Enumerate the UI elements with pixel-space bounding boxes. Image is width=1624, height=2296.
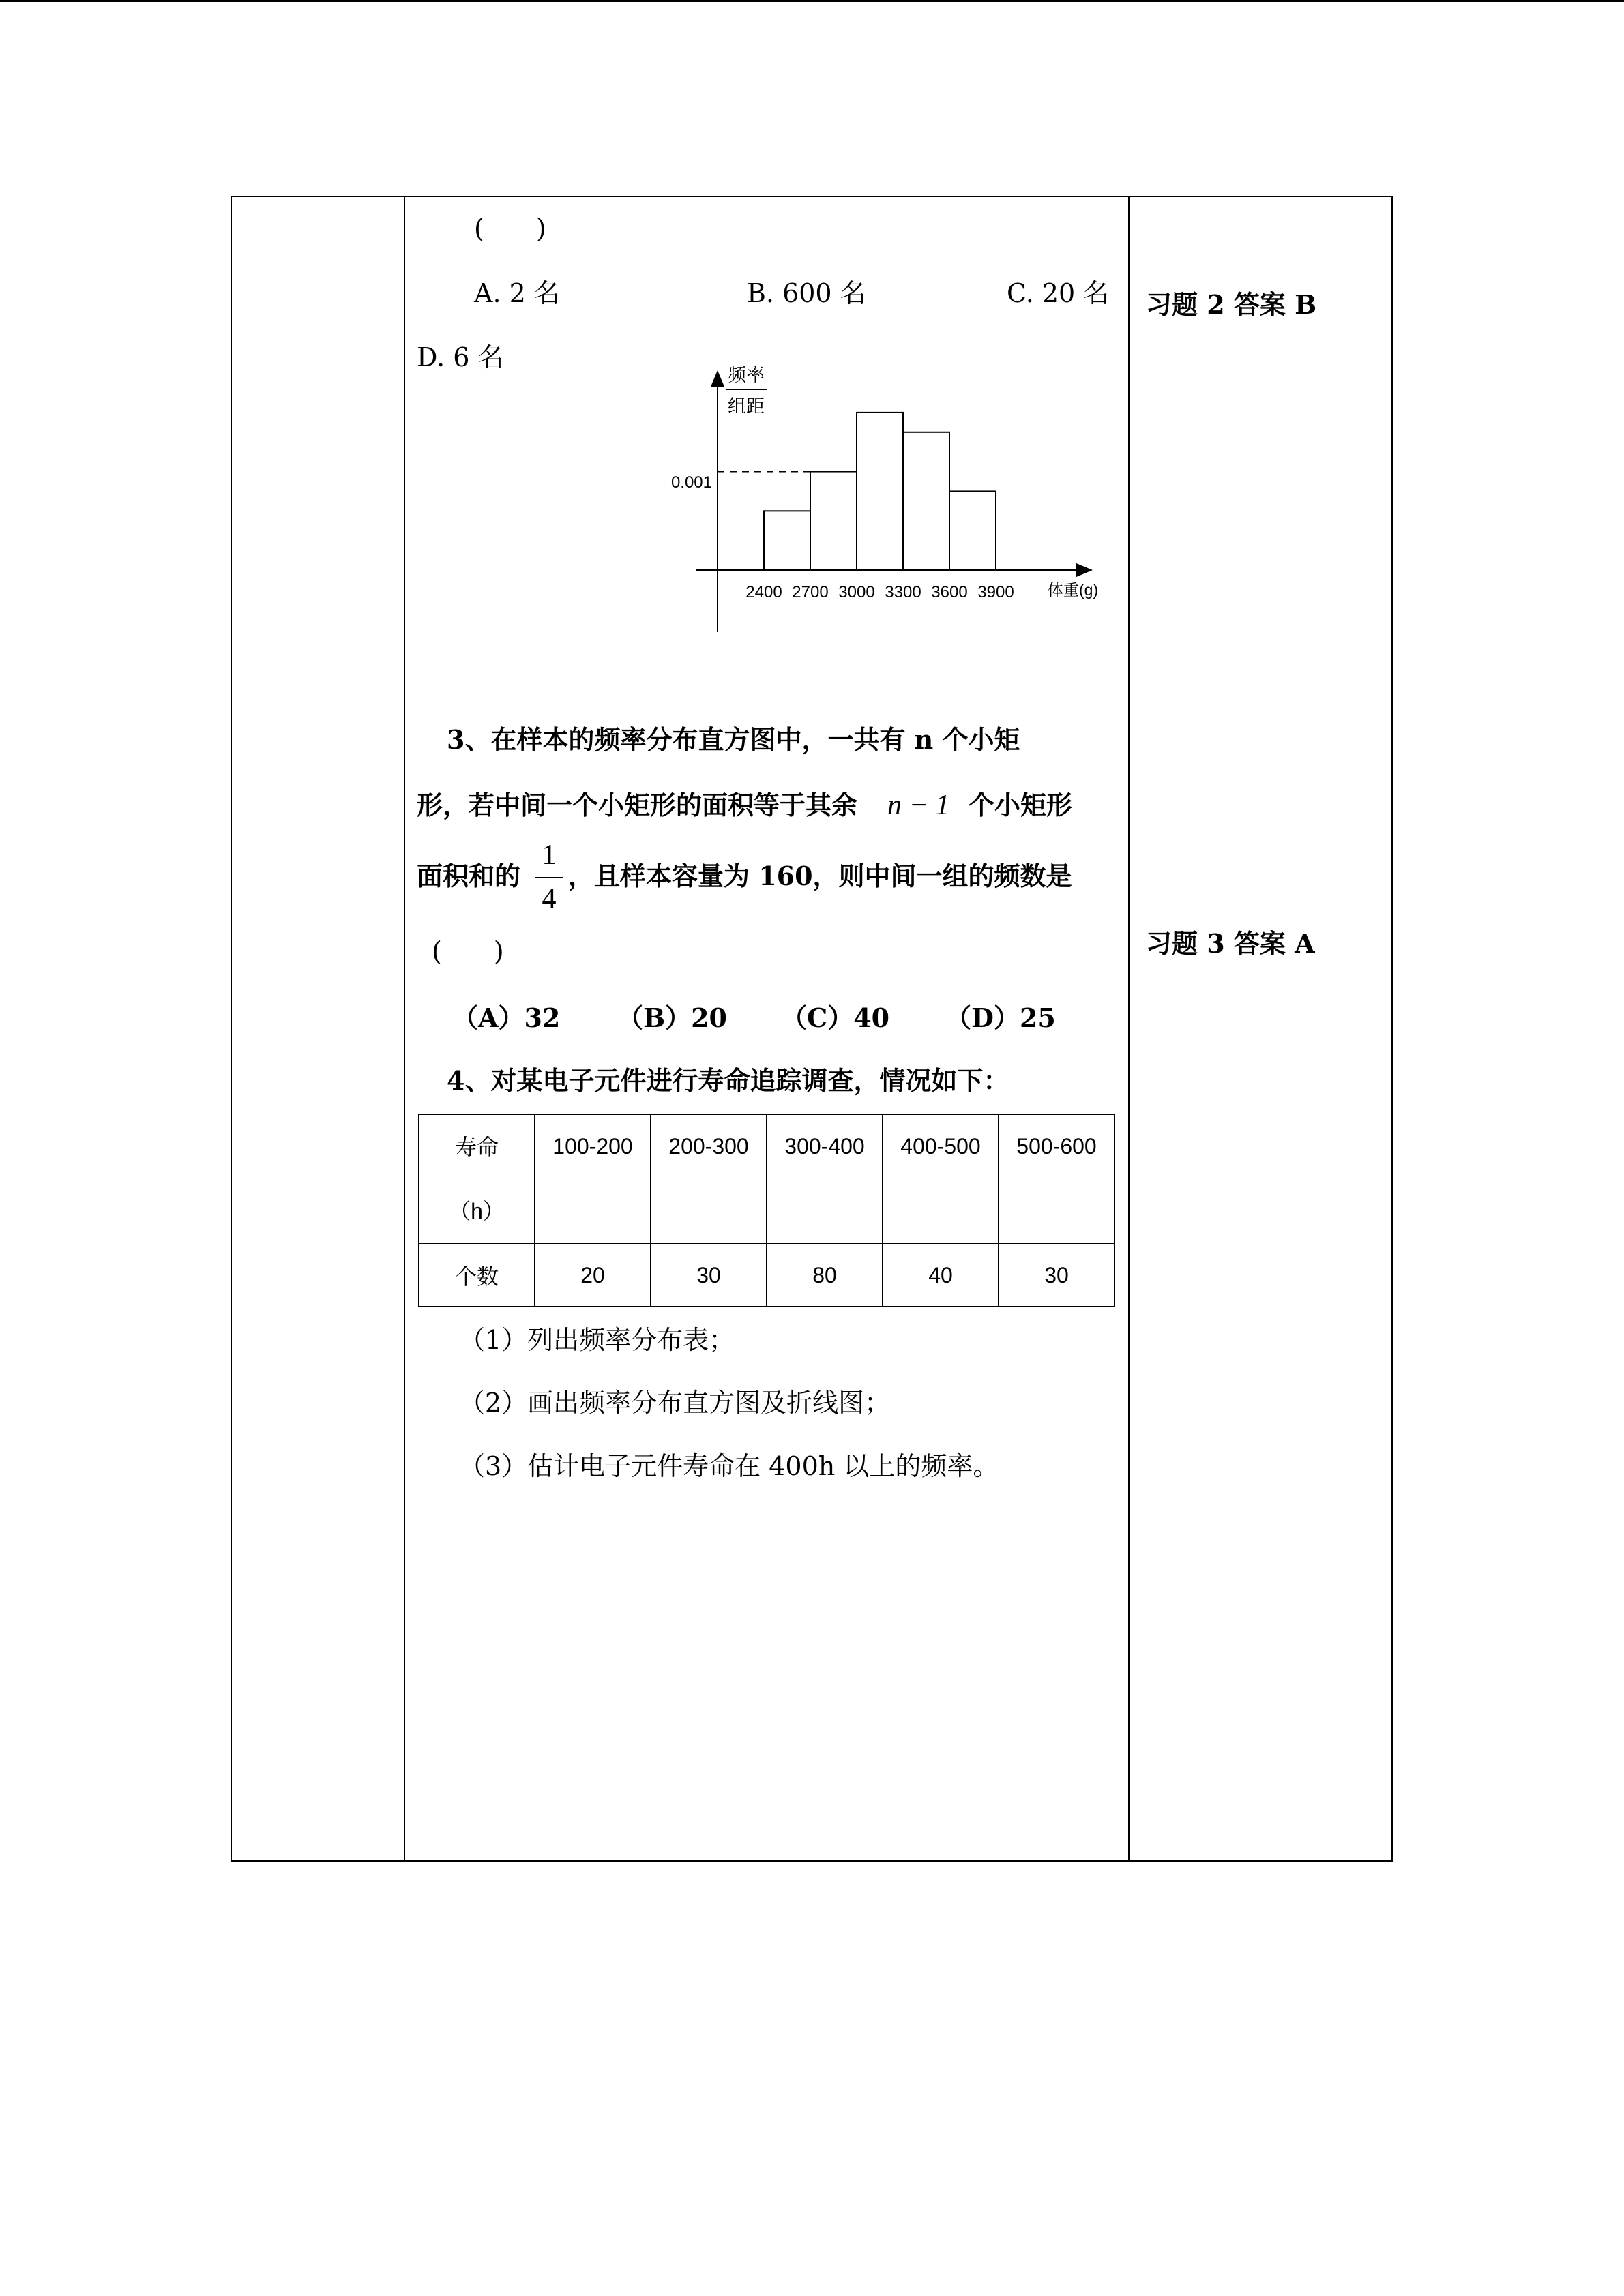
- q2-option-b: B. 600 名: [747, 278, 866, 308]
- y-label-top: 频率: [728, 365, 765, 385]
- range-cell: 300-400: [767, 1114, 883, 1244]
- x-tick-label: 2700: [792, 583, 829, 601]
- lifetime-unit: （h）: [449, 1199, 505, 1223]
- histogram-bar-4: [903, 432, 949, 570]
- count-cell: 20: [535, 1244, 651, 1307]
- q4-intro: 4、对某电子元件进行寿命追踪调查，情况如下：: [447, 1065, 1009, 1096]
- histogram-chart: [655, 351, 1119, 638]
- row-header-count: 个数: [419, 1244, 535, 1307]
- q3-line-3b: ，且样本容量为 160，则中间一组的频数是: [568, 861, 1072, 891]
- lifetime-label: 寿命: [454, 1135, 499, 1159]
- x-tick-label: 3000: [838, 583, 875, 601]
- x-tick-label: 3900: [977, 583, 1014, 601]
- table-row: [419, 1244, 1114, 1307]
- count-cell: 40: [883, 1244, 999, 1307]
- x-tick-label: 2400: [745, 583, 782, 601]
- x-axis-label: 体重(g): [1048, 581, 1099, 599]
- answer-q3: 习题 3 答案 A: [1146, 928, 1315, 959]
- x-tick-label: 3600: [931, 583, 968, 601]
- count-cell: 30: [651, 1244, 767, 1307]
- q3-line-2a: 形，若中间一个小矩形的面积等于其余: [417, 790, 858, 820]
- q2-blank: ( ): [474, 213, 546, 243]
- q3-option-d: （D）25: [945, 1002, 1056, 1033]
- q4-task-1: （1）列出频率分布表；: [459, 1325, 735, 1355]
- count-cell: 30: [999, 1244, 1114, 1307]
- x-tick-label: 3300: [885, 583, 921, 601]
- q2-option-d: D. 6 名: [417, 342, 504, 372]
- q3-line-2b: 个小矩形: [969, 790, 1073, 820]
- histogram-bar-5: [949, 491, 996, 570]
- histogram-bar-2: [810, 472, 857, 570]
- q3-line-1: 3、在样本的频率分布直方图中，一共有 n 个小矩: [447, 724, 1020, 755]
- histogram-bar-3: [857, 413, 903, 570]
- range-cell: 400-500: [883, 1114, 999, 1244]
- q3-blank: ( ): [432, 936, 504, 966]
- q3-line-3a: 面积和的: [417, 861, 521, 891]
- count-cell: 80: [767, 1244, 883, 1307]
- range-cell: 100-200: [535, 1114, 651, 1244]
- y-label-bottom: 组距: [728, 396, 765, 417]
- fraction-denominator: 4: [542, 883, 557, 914]
- table-row: [419, 1114, 1114, 1244]
- fraction-bar: [535, 877, 563, 878]
- row-header-lifetime: [419, 1114, 535, 1244]
- column-divider-1: [404, 196, 405, 1862]
- q3-option-c: （C）40: [781, 1002, 890, 1033]
- histogram-bar-1: [764, 511, 810, 570]
- answer-q2: 习题 2 答案 B: [1146, 289, 1317, 320]
- y-reference-tick: 0.001: [670, 473, 712, 492]
- top-border-line: [0, 0, 1624, 2]
- q3-fraction: [535, 839, 563, 915]
- fraction-numerator: 1: [542, 839, 557, 871]
- q3-option-b: （B）20: [617, 1002, 727, 1033]
- range-cell: 200-300: [651, 1114, 767, 1244]
- range-cell: 500-600: [999, 1114, 1114, 1244]
- q2-option-a: A. 2 名: [474, 278, 560, 308]
- lifetime-table: [418, 1114, 1115, 1307]
- q4-task-3: （3）估计电子元件寿命在 400h 以上的频率。: [459, 1451, 999, 1481]
- q2-option-c: C. 20 名: [1007, 278, 1110, 308]
- q3-math-expression: n − 1: [887, 790, 950, 821]
- column-divider-2: [1128, 196, 1130, 1862]
- q4-task-2: （2）画出频率分布直方图及折线图；: [459, 1388, 891, 1418]
- q3-option-a: （A）32: [452, 1002, 561, 1033]
